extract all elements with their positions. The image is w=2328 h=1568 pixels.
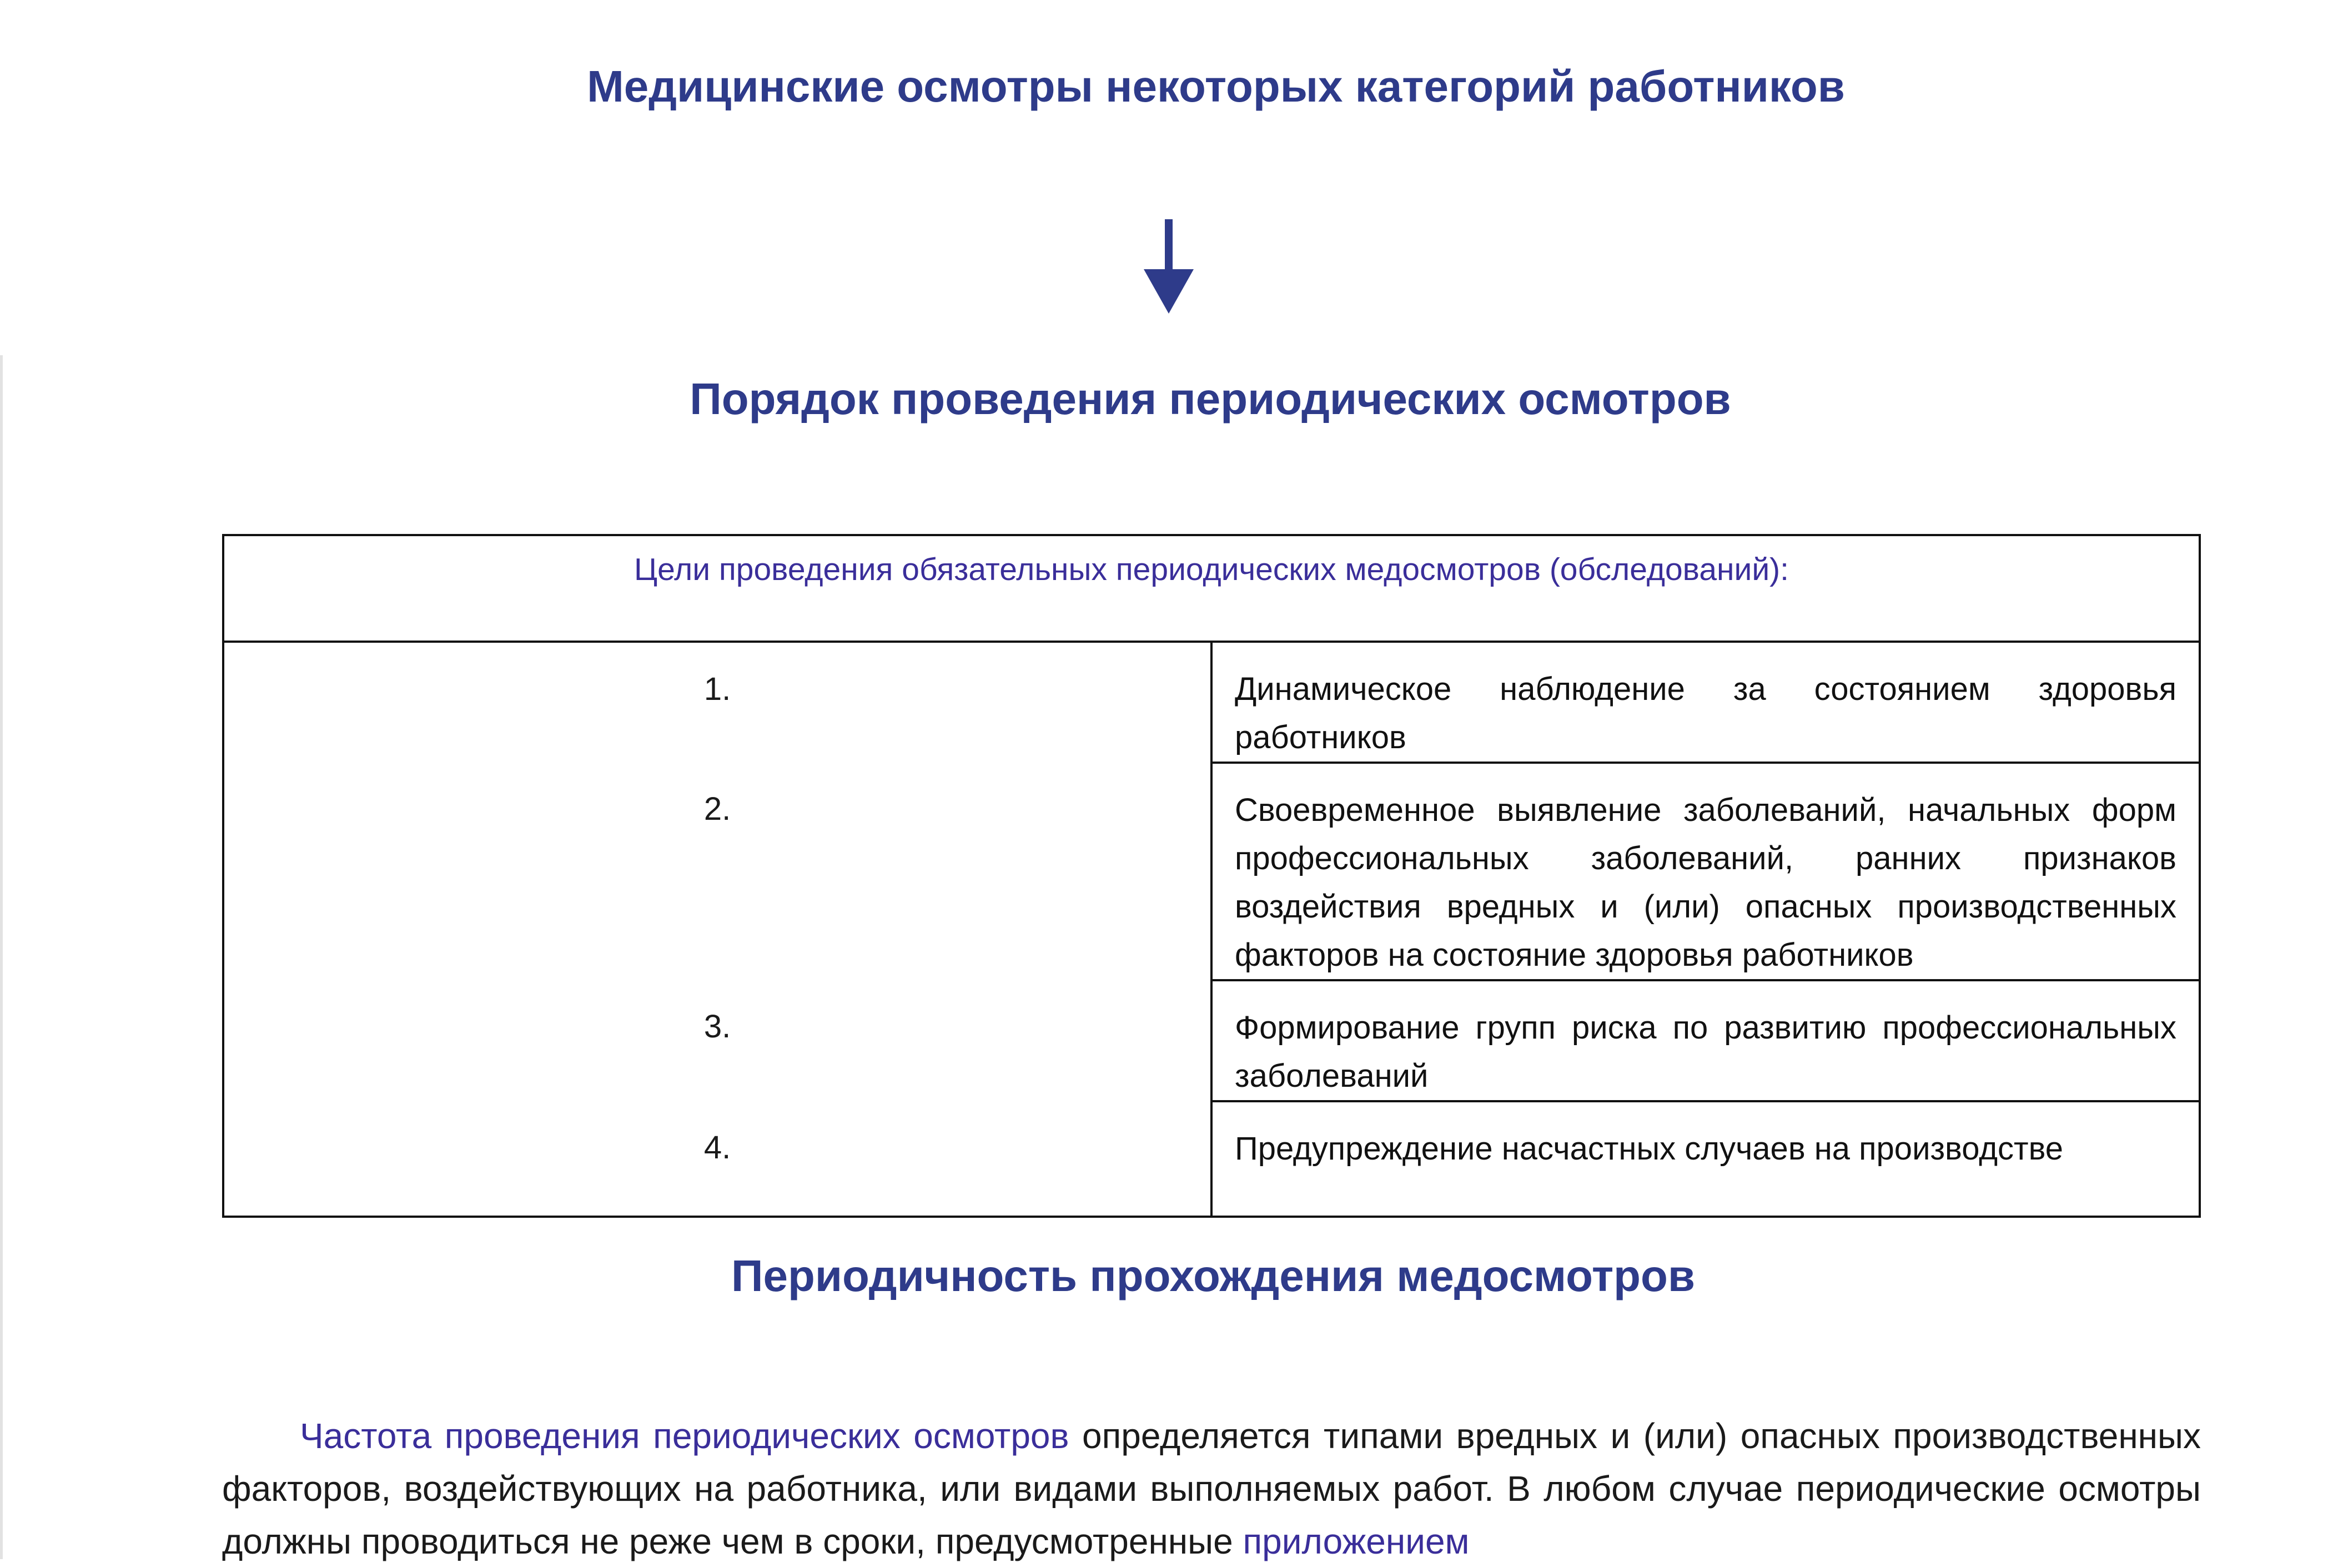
paragraph-text: определяется типами вредных и (или) опасных производственных факторов, воздействующих на работника, или видами выполняемых работ. В любом случае периодические осмотры должны проводиться не реже чем в сроки, предусмотренные (222, 1416, 2201, 1561)
row-number: 2. (223, 763, 1211, 980)
table-row (223, 642, 2200, 763)
link-appendix[interactable]: приложением (1243, 1521, 1470, 1561)
row-text: Предупреждение насчастных случаев на производстве (1211, 1101, 2200, 1217)
row-text: Своевременное выявление заболеваний, начальных форм профессиональных заболеваний, ранних признаков воздействия вредных и (или) опасных производственных факторов на состояние здоровья работников (1211, 763, 2200, 980)
row-number: 3. (223, 980, 1211, 1101)
table-header-cell: Цели проведения обязательных периодических медосмотров (обследований): (223, 535, 2200, 642)
section-period-heading: Периодичность прохождения медосмотров (731, 1251, 1696, 1300)
row-number: 4. (223, 1101, 1211, 1217)
link-frequency[interactable]: Частота проведения периодических осмотров (300, 1416, 1069, 1456)
table-row (223, 1101, 2200, 1217)
frequency-paragraph (222, 1410, 2201, 1568)
row-number: 1. (223, 642, 1211, 763)
main-heading: Медицинские осмотры некоторых категорий работников (587, 62, 1845, 111)
section-order-heading: Порядок проведения периодических осмотров (690, 374, 1731, 423)
row-text: Динамическое наблюдение за состоянием здоровья работников (1211, 642, 2200, 763)
row-text: Формирование групп риска по развитию профессиональных заболеваний (1211, 980, 2200, 1101)
table-row (223, 763, 2200, 980)
table-row (223, 980, 2200, 1101)
table-header-row (223, 535, 2200, 642)
goals-table (222, 534, 2201, 1218)
arrow-down-icon (1144, 219, 1194, 314)
left-margin-rule (0, 355, 3, 1559)
